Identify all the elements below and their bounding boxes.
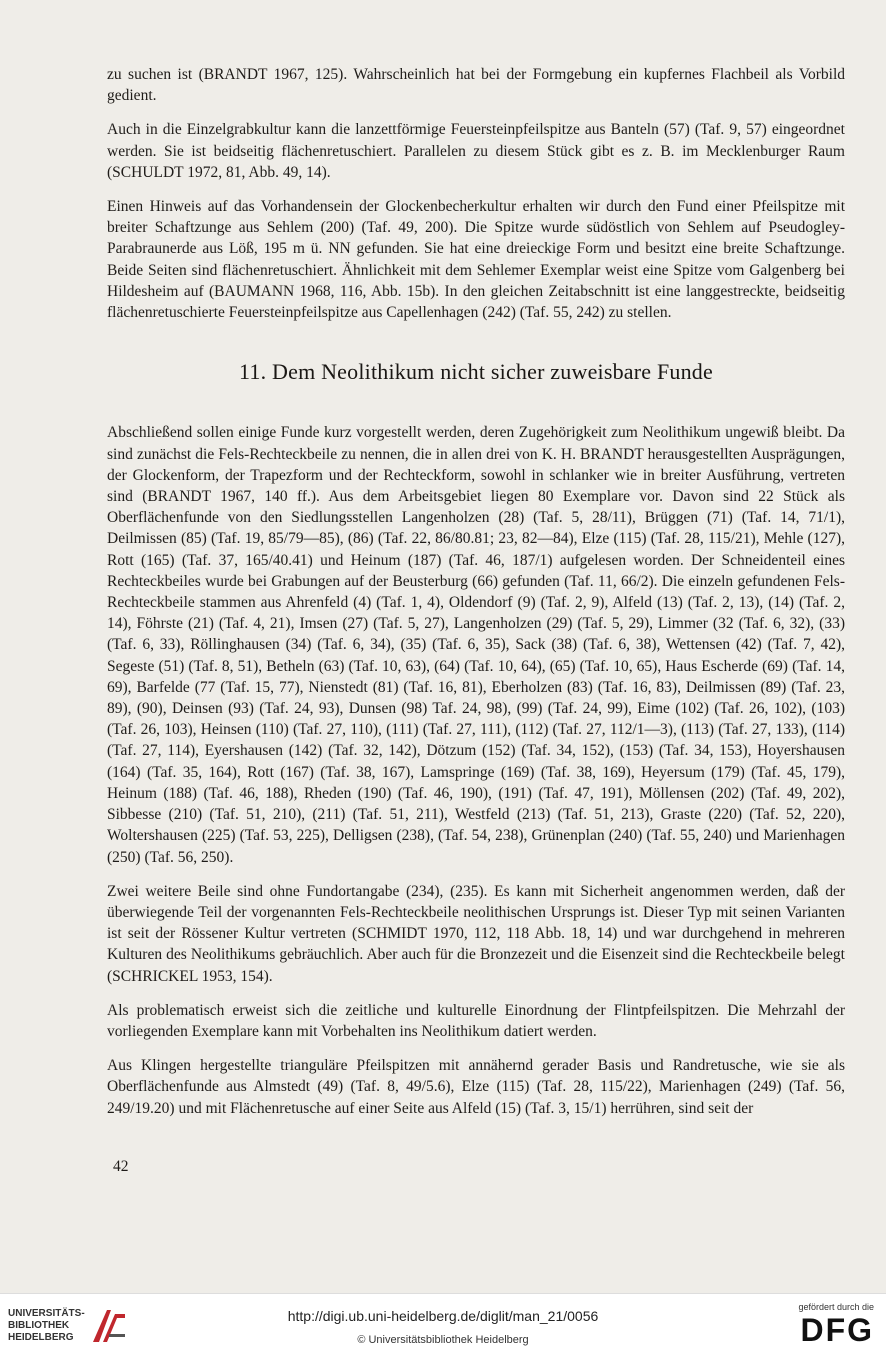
page-number: 42	[113, 1158, 129, 1175]
paragraph: Zwei weitere Beile sind ohne Fundortangabe (234), (235). Es kann mit Sicherheit angenommen werden, daß der überwiegende Teil der vorgenannten Fels-Rechteckbeile neolithischen Ursprungs ist. Dieser Typ mit seinen Varianten ist seit der Rössener Kultur vertreten (SCHMIDT 1970, 112, 118 Abb. 18, 14) und war durchgehend in mehreren Kulturen des Neolithikums gebräuchlich. Aber auch für die Bronzezeit und die Eisenzeit sind die Rechteckbeile belegt (SCHRICKEL 1953, 154).	[107, 882, 845, 985]
page-body	[107, 64, 845, 1132]
paragraph: Auch in die Einzelgrabkultur kann die lanzettförmige Feuersteinpfeilspitze aus Banteln (57) (Taf. 9, 57) eingeordnet werden. Sie ist beidseitig flächenretuschiert. Parallelen zu diesem Stück gibt es z. B. im Mecklenburger Raum (SCHULDT 1972, 81, Abb. 49, 14).	[107, 121, 845, 181]
dfg-logo[interactable]	[798, 1302, 874, 1348]
logo-text: UNIVERSITÄTS- BIBLIOTHEK HEIDELBERG	[8, 1308, 85, 1343]
section-heading: 11. Dem Neolithikum nicht sicher zuweisbare Funde	[239, 359, 713, 385]
paragraph: Abschließend sollen einige Funde kurz vorgestellt werden, deren Zugehörigkeit zum Neolithikum ungewiß bleibt. Da sind zunächst die Fels-Rechteckbeile zu nennen, die in allen drei von K. H. BRANDT herausgestellten Ausprägungen, der Glockenform, der Trapezform und der Rechteckform, sowohl in schlanker wie in breiter Ausführung, vertreten sind (BRANDT 1967, 140 ff.). Aus dem Arbeitsgebiet liegen 80 Exemplare vor. Davon sind 22 Stück als Oberflächenfunde von den Siedlungsstellen Langenholzen (28) (Taf. 5, 28/11), Brüggen (71) (Taf. 14, 71/1), Deilmissen (85) (Taf. 19, 85/79—85), (86) (Taf. 22, 86/80.81; 23, 82—84), Elze (115) (Taf. 28, 115/21), Mehle (127), Rott (165) (Taf. 37, 165/40.41) und Heinum (187) (Taf. 46, 187/1) aufgelesen worden. Der Schneidenteil eines Rechteckbeiles wurde bei Grabungen auf der Beusterburg (66) gefunden (Taf. 11, 66/2). Die einzeln gefundenen Fels-Rechteckbeile stammen aus Ahrenfeld (4) (Taf. 1, 4), Oldendorf (9) (Taf. 2, 9), Alfeld (13) (Taf. 2, 13), (14) (Taf. 2, 14), Föhrste (21) (Taf. 4, 21), Imsen (27) (Taf. 5, 27), Langenholzen (29) (Taf. 5, 29), Limmer (32 (Taf. 6, 32), (33) (Taf. 6, 33), Röllinghausen (34) (Taf. 6, 34), (35) (Taf. 6, 35), Sack (38) (Taf. 6, 38), Wettensen (42) (Taf. 7, 42), Segeste (51) (Taf. 8, 51), Betheln (63) (Taf. 10, 63), (64) (Taf. 10, 64), (65) (Taf. 10, 65), Haus Escherde (69) (Taf. 14, 69), Barfelde (77 (Taf. 15, 77), Nienstedt (81) (Taf. 16, 81), Eberholzen (83) (Taf. 16, 83), Deilmissen (89) (Taf. 23, 89), (90), Deinsen (93) (Taf. 24, 93), Dunsen (98) Taf. 24, 98), (99) (Taf. 24, 99), Eime (102) (Taf. 26, 102), (103) (Taf. 26, 103), Heinsen (110) (Taf. 27, 110), (111) (Taf. 27, 111), (112) (Taf. 27, 112/1—3), (113) (Taf. 27, 133), (114) (Taf. 27, 114), Eyershausen (142) (Taf. 32, 142), Dötzum (152) (Taf. 34, 152), (153) (Taf. 34, 153), Hoyershausen (164) (Taf. 35, 164), Rott (167) (Taf. 38, 167), Lamspringe (169) (Taf. 38, 169), Heyersum (179) (Taf. 45, 179), Heinum (188) (Taf. 46, 188), Rheden (190) (Taf. 46, 190), (191) (Taf. 47, 191), Möllensen (202) (Taf. 49, 202), Sibbesse (210) (Taf. 51, 210), (211) (Taf. 51, 211), Westfeld (213) (Taf. 51, 213), Graste (220) (Taf. 52, 220), Woltershausen (225) (Taf. 53, 225), Delligsen (238), (Taf. 54, 238), Grünenplan (240) (Taf. 55, 240) und Marienhagen (250) (Taf. 56, 250).	[107, 424, 845, 866]
paragraph: Aus Klingen hergestellte trianguläre Pfeilspitzen mit annähernd gerader Basis und Randretusche, wie sie als Oberflächenfunde aus Almstedt (49) (Taf. 8, 49/5.6), Elze (115) (Taf. 28, 115/22), Marienhagen (249) (Taf. 56, 249/19.20) und mit Flächenretusche auf einer Seite aus Alfeld (15) (Taf. 3, 15/1) herrühren, sind seit der	[107, 1057, 845, 1117]
dfg-caption: gefördert durch die	[798, 1302, 874, 1312]
document-url-link[interactable]: http://digi.ub.uni-heidelberg.de/diglit/man_21/0056	[287, 1308, 599, 1324]
paragraph: Einen Hinweis auf das Vorhandensein der Glockenbecherkultur erhalten wir durch den Fund einer Pfeilspitze mit breiter Schaftzunge aus Sehlem (200) (Taf. 49, 200). Die Spitze wurde südöstlich von Sehlem auf Pseudogley-Parabraunerde aus Löß, 195 m ü. NN gefunden. Sie hat eine dreieckige Form und besitzt eine breite Schaftzunge. Beide Seiten sind flächenretuschiert. Ähnlichkeit mit dem Sehlemer Exemplar weist eine Spitze vom Galgenberg bei Hildesheim auf (BAUMANN 1968, 116, Abb. 15b). In den gleichen Zeitabschnitt ist eine langgestreckte, beidseitig flächenretuschierte Feuersteinpfeilspitze aus Capellenhagen (242) (Taf. 55, 242) zu stellen.	[107, 198, 845, 322]
copyright-notice: © Universitätsbibliothek Heidelberg	[357, 1334, 529, 1346]
paragraph: zu suchen ist (BRANDT 1967, 125). Wahrscheinlich hat bei der Formgebung ein kupfernes Flachbeil als Vorbild gedient.	[107, 66, 845, 105]
dfg-wordmark: DFG	[800, 1312, 874, 1348]
viewer-footer	[0, 1293, 886, 1358]
paragraph: Als problematisch erweist sich die zeitliche und kulturelle Einordnung der Flintpfeilspitzen. Die Mehrzahl der vorliegenden Exemplare kann mit Vorbehalten ins Neolithikum datiert werden.	[107, 1001, 845, 1040]
